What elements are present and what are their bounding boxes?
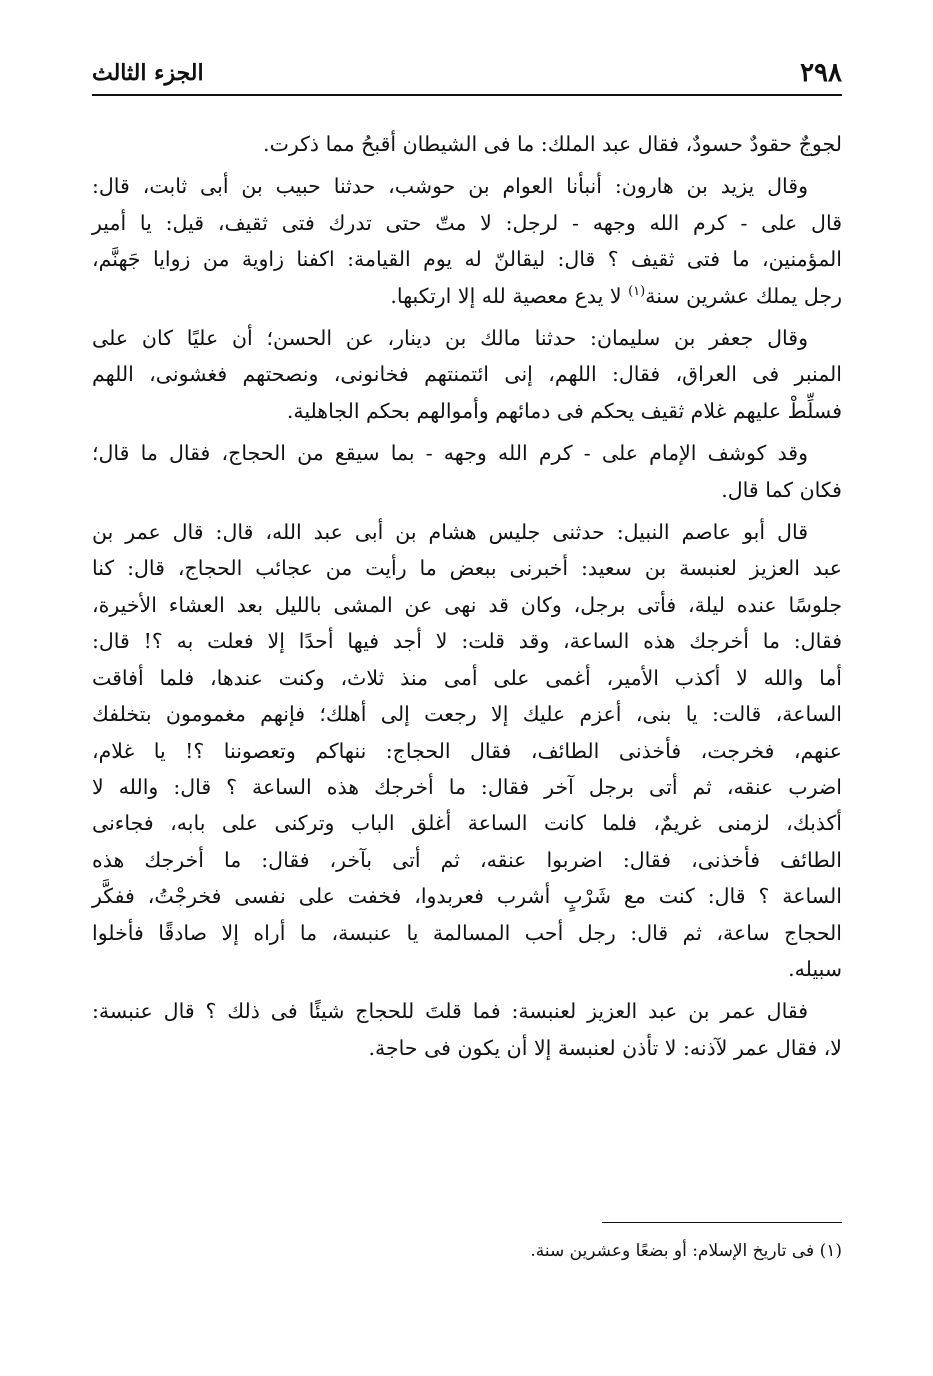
text-line: سبيله.: [788, 956, 842, 981]
text-line: عبد العزيز لعنبسة بن سعيد: أخبرنى ببعض ما رأيت من عجائب الحجاج، قال: كنا: [92, 556, 842, 581]
text-line: المنبر فى العراق، فقال: اللهم، إنى ائتمنتهم فخانونى، ونصحتهم فغشونى، اللهم: [92, 362, 842, 387]
text-line: الساعة ؟ قال: كنت مع شَرْبٍ أشرب فعربدوا، فخفت على نفسى فخرجْتُ، ففكَّر: [92, 884, 842, 909]
page-header: [92, 52, 842, 96]
footnote-marker: (١): [628, 283, 646, 299]
text-line: وقد كوشف الإمام على - كرم الله وجهه - بما سيقع من الحجاج، فقال ما قال؛: [92, 441, 808, 466]
text-line: قال أبو عاصم النبيل: حدثنى جليس هشام بن أبى عبد الله، قال: قال عمر بن: [92, 520, 808, 545]
footnote-rule: [602, 1222, 842, 1223]
text-line: الحجاج ساعة، ثم قال: رجل أحب المسالمة يا عنبسة، ما أراه إلا صادقًا فأخلوا: [92, 920, 842, 945]
running-title: الجزء الثالث: [92, 60, 204, 86]
paragraph-2: [92, 168, 842, 314]
text-line: فسلِّطْ عليهم غلام ثقيف يحكم فى دمائهم وأموالهم بحكم الجاهلية.: [286, 398, 842, 423]
footnote-text: (١) فى تاريخ الإسلام: أو بضعًا وعشرين سنة.: [530, 1241, 842, 1261]
text-line: جلوسًا عنده ليلة، فأتى برجل، وكان قد نهى عن المشى بالليل بعد العشاء الأخيرة،: [92, 592, 842, 617]
header-rule: [92, 94, 842, 96]
text-line: فقال: ما أخرجك هذه الساعة، وقد قلت: لا أجد فيها أحدًا إلا فعلت به ؟! قال:: [92, 629, 842, 654]
text-fragment: رجل يملك عشرين سنة: [645, 283, 842, 308]
body-text: [92, 126, 842, 1066]
text-line: المؤمنين، ما فتى ثقيف ؟ قال: ليقالنّ له يوم القيامة: اكفنا زاوية من زوايا جَهنَّم،: [92, 247, 842, 272]
text-line: لا، فقال عمر لآذنه: لا تأذن لعنبسة إلا أن يكون فى حاجة.: [368, 1035, 842, 1060]
text-line: لجوجٌ حقودٌ حسودٌ، فقال عبد الملك: ما فى الشيطان أقبحُ مما ذكرت.: [263, 132, 842, 156]
paragraph-4: [92, 435, 842, 508]
paragraph-1: [92, 126, 842, 162]
paragraph-5: [92, 514, 842, 987]
text-fragment: لا يدع معصية لله إلا ارتكبها.: [390, 283, 629, 308]
text-line: أما والله لا أكذب الأمير، أغمى على أمى منذ ثلاث، وكنت عندها، فلما أفاقت: [92, 665, 842, 690]
text-line: قال على - كرم الله وجهه - لرجل: لا متّ حتى تدرك فتى ثقيف، قيل: يا أمير: [92, 210, 842, 235]
text-line: أكذبك، لزمنى غريمٌ، فلما كانت الساعة أغلق الباب وتركنى على بابه، فجاءنى: [92, 811, 842, 836]
text-line: فقال عمر بن عبد العزيز لعنبسة: فما قلتَ للحجاج شيئًا فى ذلك ؟ قال عنبسة:: [92, 999, 808, 1024]
text-line: عنهم، فخرجت، فأخذنى الطائف، فقال الحجاج: ننهاكم وتعصوننا ؟! يا غلام،: [92, 738, 842, 763]
text-line: اضرب عنقه، ثم أتى برجل آخر فقال: ما أخرجك هذه الساعة ؟ قال: والله لا: [92, 774, 842, 799]
text-line: وقال يزيد بن هارون: أنبأنا العوام بن حوشب، حدثنا حبيب بن أبى ثابت، قال:: [92, 174, 808, 199]
text-line: [92, 278, 842, 314]
text-line: الطائف فأخذنى، فقال: اضربوا عنقه، ثم أتى بآخر، فقال: ما أخرجك هذه: [92, 847, 842, 872]
text-line: وقال جعفر بن سليمان: حدثنا مالك بن دينار، عن الحسن؛ أن عليًا كان على: [92, 326, 808, 351]
page-number: ٢٩٨: [800, 58, 842, 88]
footnote: [92, 1236, 842, 1266]
paragraph-3: [92, 320, 842, 429]
paragraph-6: [92, 993, 842, 1066]
text-line: الساعة، قالت: يا بنى، أعزم عليك إلا رجعت إلى أهلك؛ فإنهم مغمومون بتخلفك: [92, 702, 842, 727]
text-line: فكان كما قال.: [721, 477, 842, 502]
